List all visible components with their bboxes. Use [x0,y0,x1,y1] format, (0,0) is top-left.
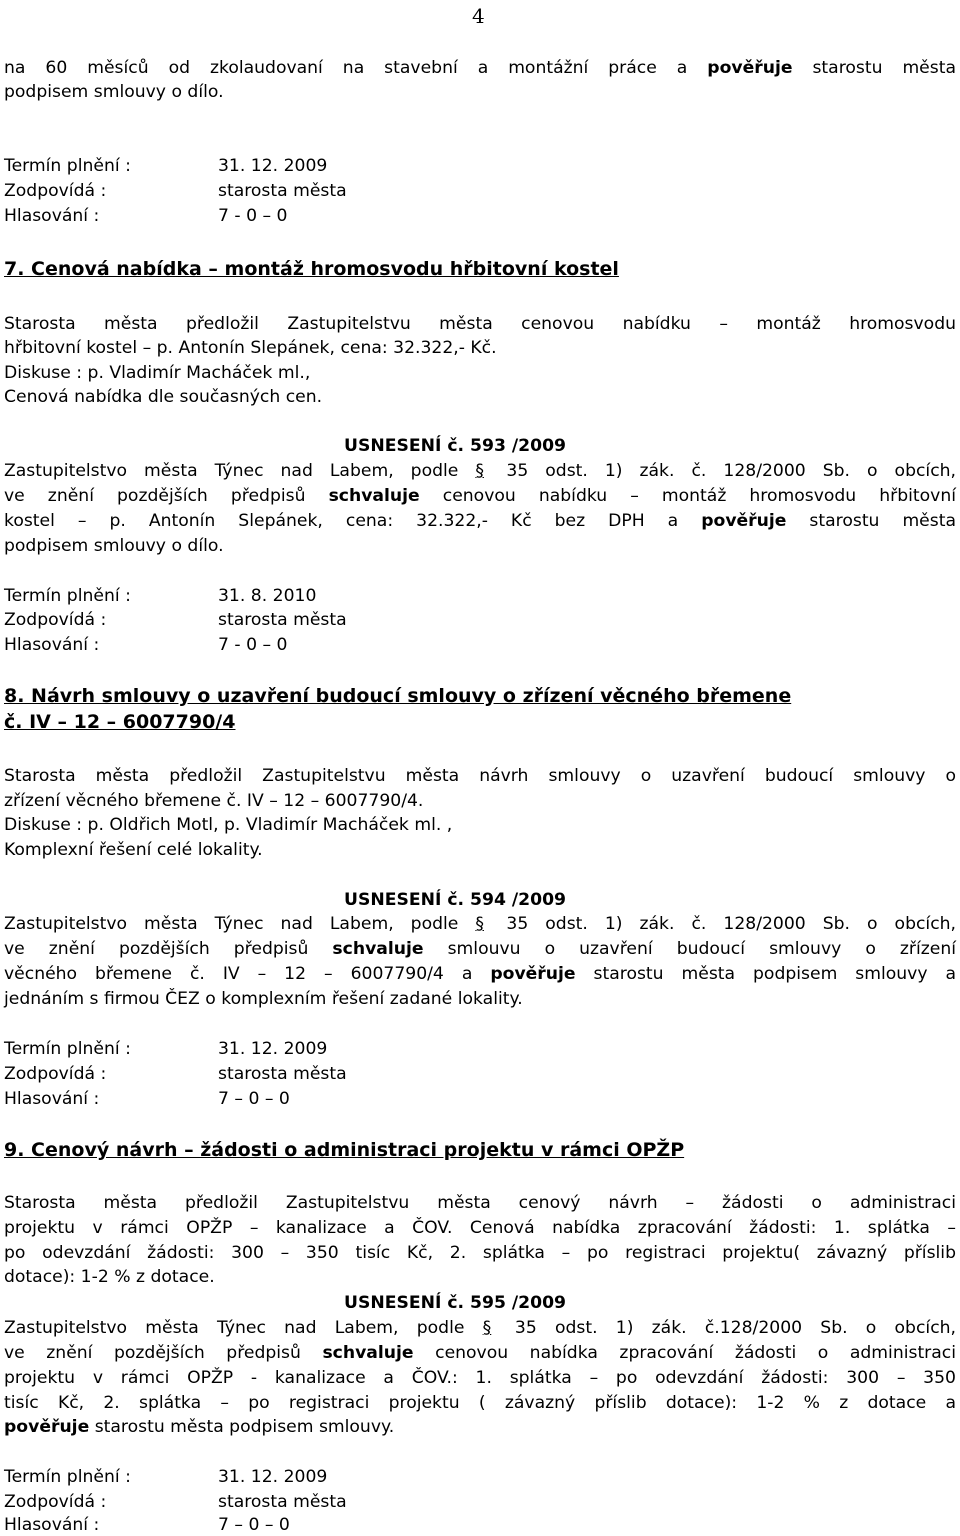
paragraph-line: pověřuje starostu města podpisem smlouvy. [4,1417,395,1437]
paragraph-line: projektu v rámci OPŽP – kanalizace a ČOV. Cenová nabídka zpracování žádosti: 1. splátka – [4,1218,956,1238]
paragraph-line: podpisem smlouvy o dílo. [4,82,224,102]
paragraph-line: Diskuse : p. Oldřich Motl, p. Vladimír Macháček ml. , [4,815,453,835]
responsible-row: Zodpovídá : starosta města [4,181,347,201]
deadline-row: Termín plnění : 31. 8. 2010 [4,586,317,606]
paragraph-line: věcného břemene č. IV – 12 – 6007790/4 a pověřuje starostu města podpisem smlouvy a [4,964,956,984]
responsible-row: Zodpovídá : starosta města [4,1492,347,1512]
deadline-row: Termín plnění : 31. 12. 2009 [4,1467,328,1487]
page-number: 4 [472,4,485,28]
paragraph-line: ve znění pozdějších předpisů schvaluje smlouvu o uzavření budoucí smlouvy o zřízení [4,939,956,959]
paragraph-line: Diskuse : p. Vladimír Macháček ml., [4,363,311,383]
section-sign-icon: § [475,461,484,481]
paragraph-line: Zastupitelstvo města Týnec nad Labem, podle § 35 odst. 1) zák. č. 128/2000 Sb. o obcích, [4,914,957,934]
deadline-row: Termín plnění : 31. 12. 2009 [4,1039,328,1059]
vote-row: Hlasování : 7 - 0 – 0 [4,206,288,226]
paragraph-line: Starosta města předložil Zastupitelstvu města cenový návrh – žádosti o administraci [4,1193,956,1213]
paragraph-line: po odevzdání žádosti: 300 – 350 tisíc Kč, 2. splátka – po registraci projektu( závazný příslib [4,1243,956,1263]
paragraph-line: ve znění pozdějších předpisů schvaluje cenovou nabídku – montáž hromosvodu hřbitovní [4,486,957,506]
resolution-title: USNESENÍ č. 593 /2009 [344,436,567,456]
resolution-title: USNESENÍ č. 594 /2009 [344,890,567,910]
vote-row: Hlasování : 7 - 0 – 0 [4,635,288,655]
paragraph-line: ve znění pozdějších předpisů schvaluje cenovou nabídka zpracování žádosti o administraci [4,1343,957,1363]
paragraph-line: Zastupitelstvo města Týnec nad Labem, podle § 35 odst. 1) zák. č. 128/2000 Sb. o obcích, [4,461,957,481]
section-heading: č. IV – 12 – 6007790/4 [4,711,236,733]
paragraph-line: Starosta města předložil Zastupitelstvu města cenovou nabídku – montáž hromosvodu [4,314,956,334]
resolution-title: USNESENÍ č. 595 /2009 [344,1293,567,1313]
section-heading: 7. Cenová nabídka – montáž hromosvodu hřbitovní kostel [4,258,619,280]
section-sign-icon: § [475,914,484,934]
paragraph-line: tisíc Kč, 2. splátka – po registraci projektu ( závazný příslib dotace): 1-2 % z dotace a [4,1393,956,1413]
vote-row: Hlasování : 7 – 0 – 0 [4,1515,290,1535]
paragraph-line: dotace): 1-2 % z dotace. [4,1267,215,1287]
paragraph-line: Zastupitelstvo města Týnec nad Labem, podle § 35 odst. 1) zák. č.128/2000 Sb. o obcích, [4,1318,957,1338]
paragraph-line: Cenová nabídka dle současných cen. [4,387,323,407]
paragraph-line: podpisem smlouvy o dílo. [4,536,224,556]
section-sign-icon: § [482,1318,492,1338]
vote-row: Hlasování : 7 – 0 – 0 [4,1089,290,1109]
responsible-row: Zodpovídá : starosta města [4,610,347,630]
paragraph-line: zřízení věcného břemene č. IV – 12 – 6007790/4. [4,791,424,811]
deadline-row: Termín plnění : 31. 12. 2009 [4,156,328,176]
paragraph-line: jednáním s firmou ČEZ o komplexním řešení zadané lokality. [4,989,523,1009]
section-heading: 9. Cenový návrh – žádosti o administraci projektu v rámci OPŽP [4,1139,685,1161]
paragraph-line: na 60 měsíců od zkolaudovaní na stavební a montážní práce a pověřuje starostu města [4,58,956,78]
paragraph-line: kostel – p. Antonín Slepánek, cena: 32.322,- Kč bez DPH a pověřuje starostu města [4,511,956,531]
section-heading: 8. Návrh smlouvy o uzavření budoucí smlouvy o zřízení věcného břemene [4,685,792,707]
responsible-row: Zodpovídá : starosta města [4,1064,347,1084]
paragraph-line: projektu v rámci OPŽP - kanalizace a ČOV.: 1. splátka – po odevzdání žádosti: 300 – 350 [4,1368,956,1388]
paragraph-line: hřbitovní kostel – p. Antonín Slepánek, cena: 32.322,- Kč. [4,338,497,358]
paragraph-line: Starosta města předložil Zastupitelstvu města návrh smlouvy o uzavření budoucí smlouvy o [4,766,956,786]
paragraph-line: Komplexní řešení celé lokality. [4,840,263,860]
